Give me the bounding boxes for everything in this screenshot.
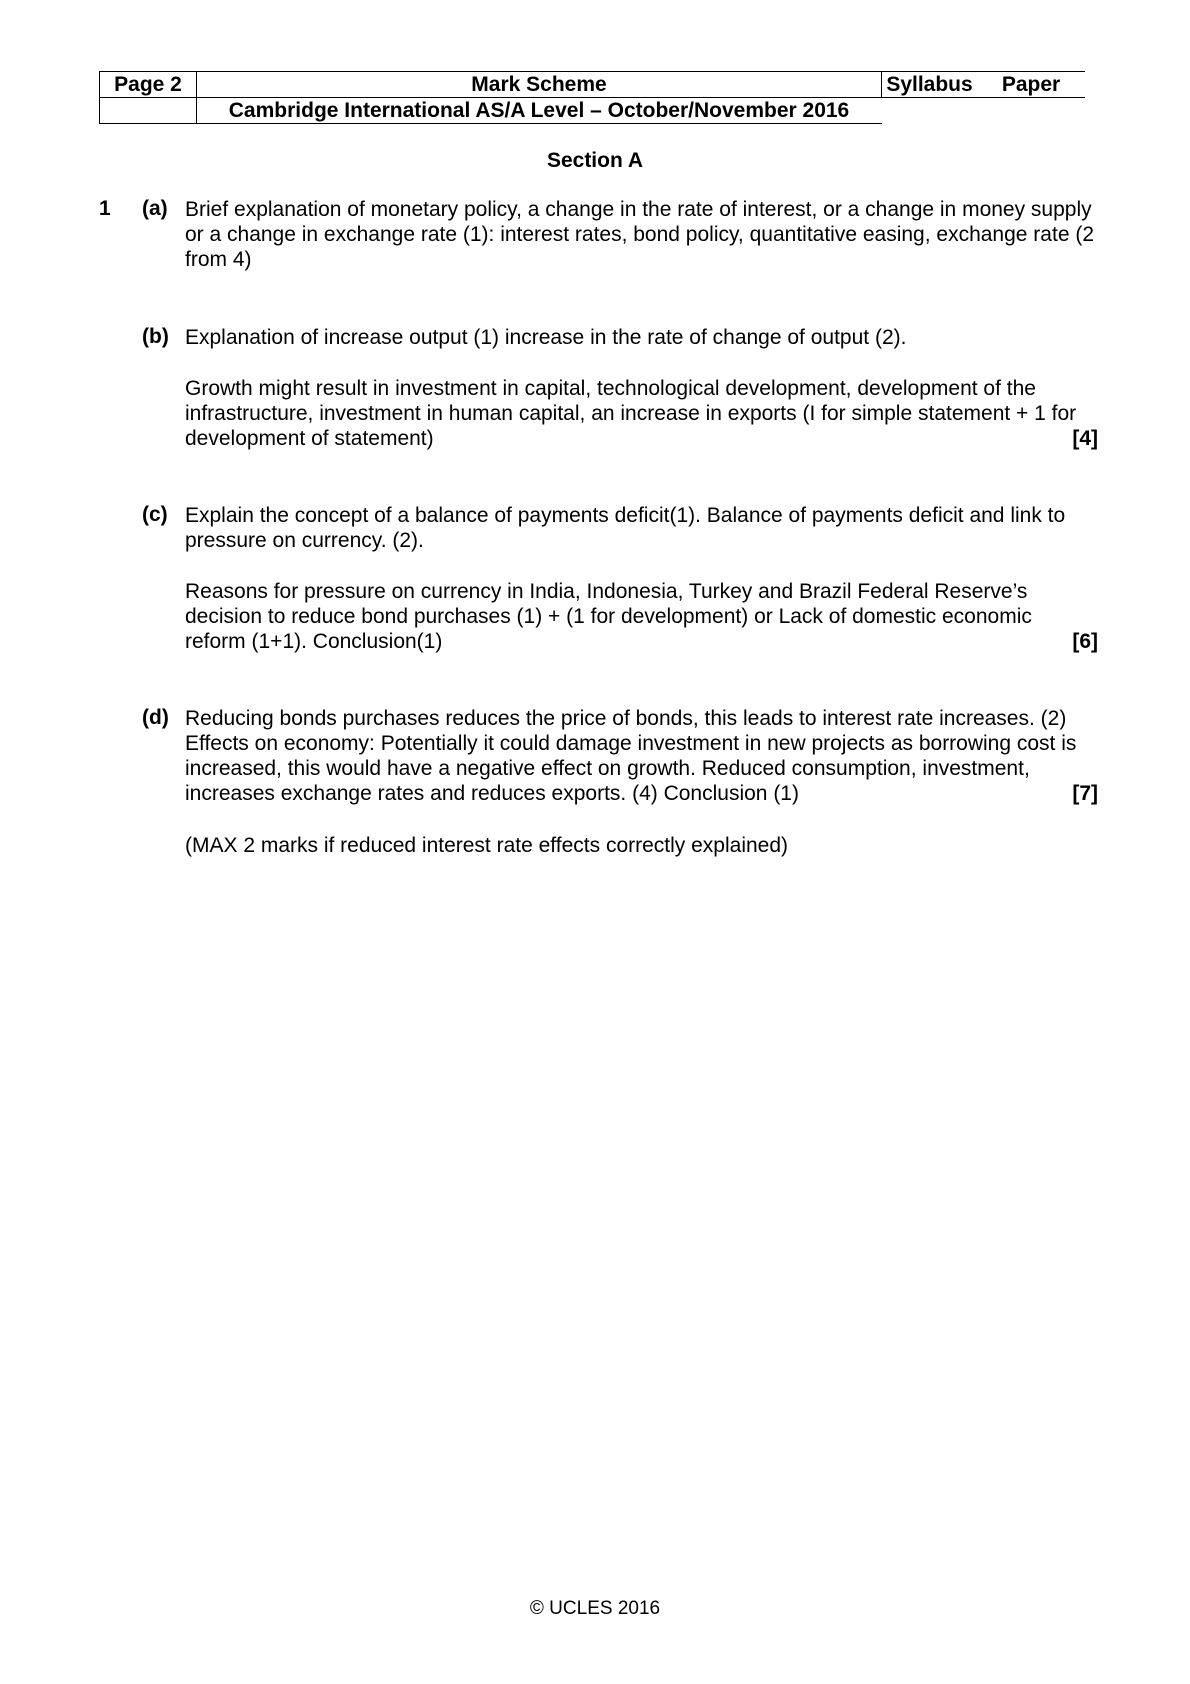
mark-allocation: [6] <box>1072 630 1098 653</box>
paragraph-text: Reducing bonds purchases reduces the price of bonds, this leads to interest rate increases. (2) Effects on economy: Potentially it could damage investment in new projects as borrowing cost is increased, this would have a negative effect on growth. Reduced consumption, investment, increases exchange rates and reduces exports. (4) Conclusion (1) <box>185 707 1077 805</box>
qualification-title: Cambridge International AS/A Level – October/November 2016 <box>197 98 882 124</box>
part-b-text-2 <box>185 376 1098 451</box>
part-label-c: (c) <box>142 503 168 526</box>
paragraph-text: Brief explanation of monetary policy, a change in the rate of interest, or a change in money supply or a change in exchange rate (1): interest rates, bond policy, quantitative easing, exchange rate (2 from 4) <box>185 198 1094 271</box>
syllabus-label: Syllabus <box>882 72 978 98</box>
mark-scheme-title: Mark Scheme <box>197 72 882 98</box>
paragraph-text: Explanation of increase output (1) increase in the rate of change of output (2). <box>185 326 907 349</box>
paper-label: Paper <box>977 72 1085 98</box>
mark-allocation: [4] <box>1072 427 1098 450</box>
part-d-text-1 <box>185 706 1098 806</box>
part-label-d: (d) <box>142 706 169 729</box>
paragraph-text: Explain the concept of a balance of payments deficit(1). Balance of payments deficit and link to pressure on currency. (2). <box>185 504 1066 552</box>
paragraph-text: (MAX 2 marks if reduced interest rate effects correctly explained) <box>185 834 789 857</box>
header-blank-cell <box>100 98 197 124</box>
paragraph-text: Growth might result in investment in capital, technological development, development of the infrastructure, investment in human capital, an increase in exports (I for simple statement + 1 for development of statement) <box>185 377 1077 450</box>
part-b-text-1 <box>185 325 1098 350</box>
copyright-footer: © UCLES 2016 <box>529 1598 661 1619</box>
part-label-b: (b) <box>142 325 169 348</box>
mark-allocation: [7] <box>1072 782 1098 805</box>
part-label-a: (a) <box>142 197 168 220</box>
part-c-text-2 <box>185 579 1098 654</box>
part-d-text-2 <box>185 833 1098 858</box>
paragraph-text: Reasons for pressure on currency in India, Indonesia, Turkey and Brazil Federal Reserve’s decision to reduce bond purchases (1) + (1 for development) or Lack of domestic economic reform (1+1). Conclusion(1) <box>185 580 1032 653</box>
header-table <box>99 71 1085 124</box>
question-number: 1 <box>99 197 111 220</box>
section-title: Section A <box>546 149 644 172</box>
part-c-text-1 <box>185 503 1098 553</box>
page-number: Page 2 <box>100 72 197 98</box>
part-a-text <box>185 197 1098 272</box>
